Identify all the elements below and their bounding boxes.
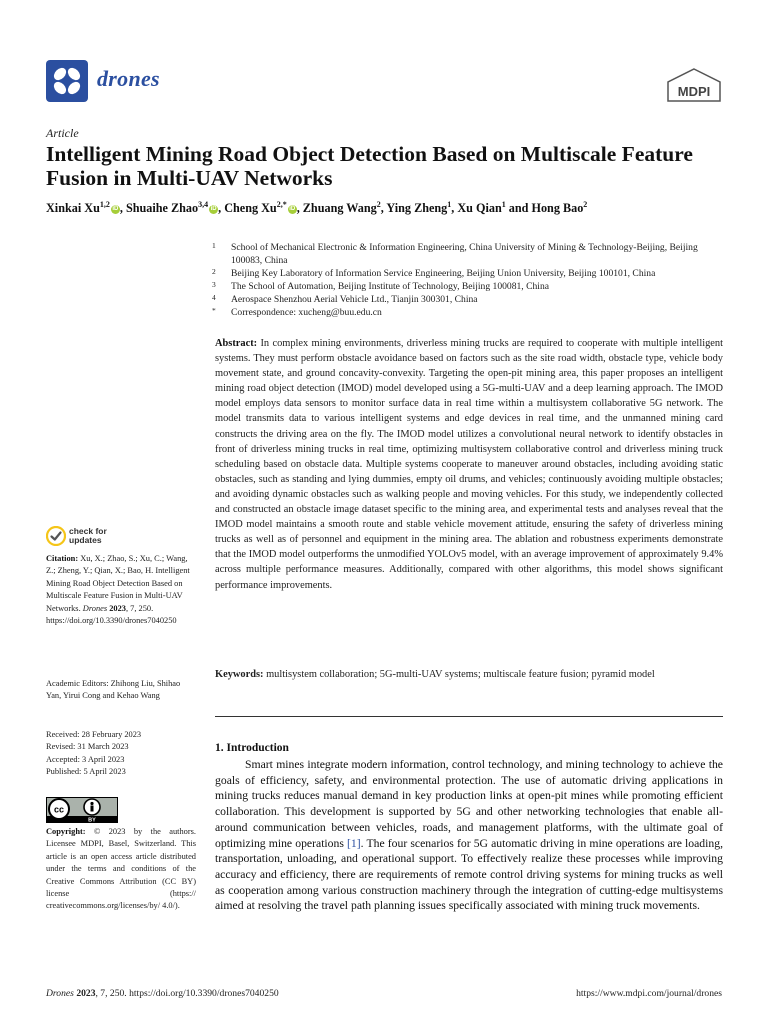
date-published: Published: 5 April 2023: [46, 767, 126, 777]
author-name: Hong Bao: [531, 201, 584, 216]
affiliation-text: Beijing Key Laboratory of Information Service Engineering, Beijing Union University, Beijing 100101, China: [231, 268, 656, 279]
check-updates-line1: check for: [69, 526, 107, 536]
affiliation-item: [212, 306, 722, 319]
author-name: Cheng Xu: [224, 201, 277, 216]
date-received: Received: 28 February 2023: [46, 730, 142, 739]
author-name: Zhuang Wang: [302, 201, 377, 216]
orcid-icon[interactable]: iD: [210, 205, 217, 212]
citation-text: Xu, X.; Zhao, S.; Xu, C.; Wang, Z.; Zheng, Y.; Qian, X.; Bao, H. Intelligent Mining Road Object Detection Based on Multiscale Feature Fusion in Multi-UAV Networks.: [46, 554, 190, 613]
keywords: [215, 667, 723, 682]
affiliation-number: 3: [212, 280, 216, 289]
copyright-notice: [46, 826, 196, 913]
affiliation-number: 1: [212, 241, 216, 250]
affiliation-item: [212, 280, 722, 293]
abstract: [215, 336, 723, 593]
author-name: Xinkai Xu: [46, 201, 100, 216]
cc-by-label: BY: [88, 817, 96, 823]
citation-journal: Drones: [82, 603, 108, 613]
footer-year: 2023: [76, 988, 96, 999]
publication-dates: [46, 729, 196, 779]
journal-name: drones: [97, 66, 160, 91]
affiliation-text: Correspondence: xucheng@buu.edu.cn: [231, 307, 382, 318]
drones-logo-icon: [46, 60, 88, 102]
author-separator: ,: [380, 201, 387, 216]
citation-block: [46, 553, 196, 627]
footer-journal-url[interactable]: https://www.mdpi.com/journal/drones: [576, 988, 722, 999]
author-separator: ,: [218, 201, 225, 216]
keywords-label: Keywords:: [215, 669, 264, 680]
check-updates-line2: updates: [69, 535, 102, 545]
copyright-label: Copyright:: [46, 827, 86, 836]
author-affiliation-sup: 2: [376, 200, 381, 209]
citation-year: 2023: [109, 603, 126, 613]
divider: [215, 716, 723, 717]
publisher-label: MDPI: [677, 84, 711, 99]
keywords-text: multisystem collaboration; 5G-multi-UAV systems; multiscale feature fusion; pyramid model: [266, 669, 655, 680]
svg-text:cc: cc: [53, 804, 65, 815]
author-affiliation-sup: 2,*: [276, 200, 287, 209]
author-list: [46, 200, 726, 216]
affiliation-item: [212, 267, 722, 280]
affiliation-item: [212, 293, 722, 306]
author-affiliation-sup: 1,2: [99, 200, 110, 209]
affiliation-number: 2: [212, 267, 216, 276]
affiliation-text: Aerospace Shenzhou Aerial Vehicle Ltd., Tianjin 300301, China: [231, 294, 478, 305]
author-name: Ying Zheng: [386, 201, 448, 216]
affiliation-text: The School of Automation, Beijing Institute of Technology, Beijing 100081, China: [231, 281, 550, 292]
affiliation-item: [212, 241, 722, 267]
affiliations: [212, 241, 722, 319]
author-name: Shuaihe Zhao: [125, 201, 199, 216]
author-separator: ,: [296, 201, 303, 216]
check-updates-icon: [46, 526, 66, 546]
author-affiliation-sup: 2: [583, 200, 588, 209]
author-separator: ,: [119, 201, 126, 216]
date-revised: Revised: 31 March 2023: [46, 742, 129, 752]
date-accepted: Accepted: 3 April 2023: [46, 754, 125, 764]
cc-by-license-icon[interactable]: [46, 797, 118, 823]
footer-journal: Drones: [46, 988, 74, 999]
citation-label: Citation:: [46, 554, 79, 563]
reference-link[interactable]: [1]: [347, 836, 361, 850]
paper-title: Intelligent Mining Road Object Detection Based on Multiscale Feature Fusion in Multi-UAV Networks: [46, 142, 693, 190]
academic-editors: Academic Editors: Zhihong Liu, Shihao Yan, Yirui Cong and Kehao Wang: [46, 679, 181, 701]
author-separator: and: [505, 201, 532, 216]
abstract-text: In complex mining environments, driverless mining trucks are required to cooperate with multiple intelligent systems. They must perform obstacle avoidance based on factors such as the site road width, obstacle type, vehicle body movement state, and ground concavity-convexity. Targeting the open-pit mining area, this paper proposes an intelligent mining road object detection (IMOD) model developed using a 5G-multi-UAV and a deep learning approach. The IMOD model employs data sensors to monitor surface data in real time within a multisystem collaborative 5G network. The model transmits data to various intelligent systems and edge devices in real time, and the unmanned mining card constructs the driving area on the fly. The IMOD model utilizes a convolutional neural network to identify obstacles in front of driverless mining trucks in real time, optimizing multisystem collaborative control and driverless mining truck scheduling based on obstacle data. Multiple systems cooperate to maneuver around obstacles, including avoiding static obstacles, such as standing and lying dummies, empty oil drums, and vehicles; continuously avoiding multiple obstacles; and avoiding dynamic obstacles such as walking people and moving vehicles. For this study, we independently collected and constructed an obstacle image dataset specific to the mining area, and experimental tests and analyses reveal that the IMOD model maintains a smooth route and stable vehicle movement attitude, ensuring the safety of driverless mining trucks as well as of personnel and equipment in the mining area. The ablation and robustness experiments demonstrate that the IMOD model outperforms the unmodified YOLOv5 model, with an average improvement of approximately 9.4% across multiple performance measures. Additionally, compared with other algorithms, this model shows significant performance improvements.: [215, 338, 723, 591]
article-type: Article: [46, 126, 79, 140]
affiliation-number: 4: [212, 293, 216, 302]
abstract-label: Abstract:: [215, 338, 258, 349]
check-for-updates-button[interactable]: [46, 526, 156, 546]
footer-citation: [46, 988, 279, 999]
author-affiliation-sup: 3,4: [198, 200, 209, 209]
section-heading-introduction: 1. Introduction: [215, 742, 289, 754]
affiliation-number: *: [212, 306, 216, 315]
orcid-icon[interactable]: iD: [289, 205, 296, 212]
author-name: Xu Qian: [457, 201, 502, 216]
introduction-paragraph: Smart mines integrate modern information, control technology, and mining technology to achieve the goals of efficiency, safety, and environmental protection. The use of automatic driving applications in mining trucks reduces manual demand in key production links at open-pit mines while promoting efficient collaboration. This development is supported by 5G and other networking technologies that enable all-around communication between vehicles, roads, and management platforms, with the ultimate goal of optimizing mine operations [1]. The four scenarios for 5G automatic driving in mine operations are loading, transportation, unloading, and operational support. To effectively realize these processes while improving accuracy and efficiency, there are requirements of remote control driving systems for mining trucks as well as cooperation among various construction machinery through the integration of cutting-edge multisystems aimed at resolving the travel path planning issues specifically associated with mining truck movements.: [215, 758, 723, 913]
footer-details[interactable]: , 7, 250. https://doi.org/10.3390/drones7040250: [95, 988, 279, 999]
citation-tail[interactable]: , 7, 250. https://doi.org/10.3390/drones7040250: [46, 603, 177, 626]
author-affiliation-sup: 1: [447, 200, 452, 209]
author-separator: ,: [451, 201, 458, 216]
affiliation-text: School of Mechanical Electronic & Information Engineering, China University of Mining & Technology-Beijing, Beijing 100083, China: [231, 242, 698, 266]
author-affiliation-sup: 1: [501, 200, 506, 209]
copyright-text: © 2023 by the authors. Licensee MDPI, Basel, Switzerland. This article is an open access article distributed under the terms and conditions of the Creative Commons Attribution (CC BY) license (https:// creativecommons.org/licenses/by/ 4.0/).: [46, 827, 197, 911]
orcid-icon[interactable]: iD: [112, 205, 119, 212]
mdpi-logo-icon: [666, 68, 722, 102]
